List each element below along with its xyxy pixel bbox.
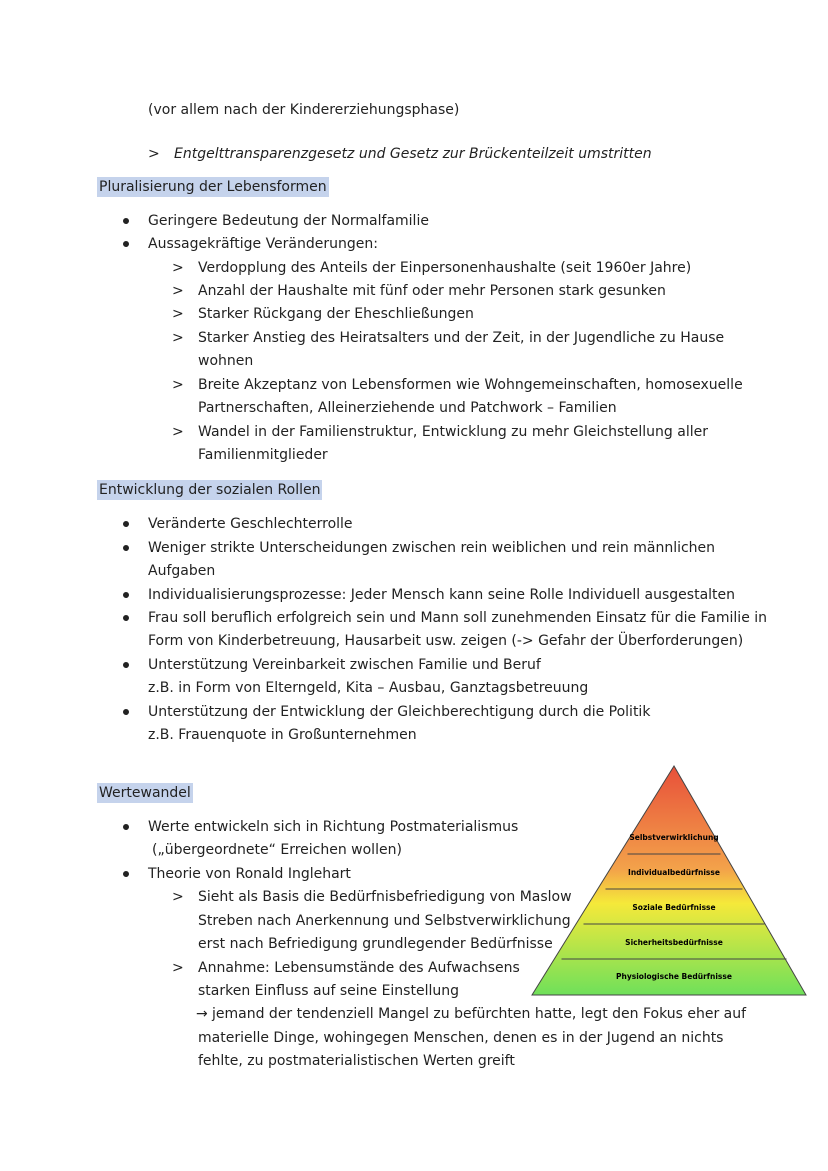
bullet-icon	[123, 615, 129, 621]
sub-list-item-cont: Streben nach Anerkennung und Selbstverwirklichung	[198, 913, 571, 929]
sub-list-item: Verdopplung des Anteils der Einpersonenhaushalte (seit 1960er Jahre)	[198, 260, 692, 276]
sub-list-item-cont: jemand der tendenziell Mangel zu befürchten hatte, legt den Fokus eher auf	[212, 1006, 747, 1022]
list-item: Theorie von Ronald Inglehart	[148, 866, 351, 882]
list-item-cont: z.B. in Form von Elterngeld, Kita – Ausbau, Ganztagsbetreuung	[148, 680, 589, 696]
bullet-icon	[123, 218, 129, 224]
bullet-icon	[123, 521, 129, 527]
list-item: Veränderte Geschlechterrolle	[148, 516, 353, 532]
sub-arrow-icon: >	[148, 146, 160, 162]
bullet-icon	[123, 824, 129, 830]
pyramid-shape	[532, 766, 806, 995]
bullet-icon	[123, 709, 129, 715]
list-item-cont: Aufgaben	[148, 563, 216, 579]
sub-arrow-icon: >	[172, 283, 184, 299]
bullet-icon	[123, 871, 129, 877]
list-item-cont: („übergeordnete“ Erreichen wollen)	[152, 842, 402, 858]
list-item: Individualisierungsprozesse: Jeder Mensch kann seine Rolle Individuell ausgestalten	[148, 587, 736, 603]
sub-list-item: Anzahl der Haushalte mit fünf oder mehr Personen stark gesunken	[198, 283, 666, 299]
bullet-icon	[123, 662, 129, 668]
bullet-icon	[123, 545, 129, 551]
list-item: Frau soll beruflich erfolgreich sein und Mann soll zunehmenden Einsatz für die Familie in	[148, 610, 768, 626]
sub-list-item-cont: wohnen	[198, 353, 254, 369]
section-heading-wertewandel: Wertewandel	[99, 785, 191, 801]
sub-list-item: Breite Akzeptanz von Lebensformen wie Wohngemeinschaften, homosexuelle	[198, 377, 743, 393]
list-item: Geringere Bedeutung der Normalfamilie	[148, 213, 429, 229]
sub-arrow-icon: >	[172, 260, 184, 276]
list-item: Unterstützung der Entwicklung der Gleichberechtigung durch die Politik	[148, 704, 651, 720]
pyramid-level-label: Individualbedürfnisse	[628, 868, 720, 877]
sub-arrow-icon: >	[172, 424, 184, 440]
section-heading-pluralisierung: Pluralisierung der Lebensformen	[99, 179, 327, 195]
sub-arrow-icon: >	[172, 330, 184, 346]
pyramid-level-label: Selbstverwirklichung	[629, 833, 719, 842]
list-item: Unterstützung Vereinbarkeit zwischen Familie und Beruf	[148, 657, 541, 673]
intro-line: (vor allem nach der Kindererziehungsphase)	[148, 102, 460, 118]
list-item-cont: Form von Kinderbetreuung, Hausarbeit usw. zeigen (-> Gefahr der Überforderungen)	[148, 633, 744, 649]
sub-list-item-cont: materielle Dinge, wohingegen Menschen, denen es in der Jugend an nichts	[198, 1030, 724, 1046]
sub-list-item-cont: Familienmitglieder	[198, 447, 328, 463]
maslow-pyramid	[528, 762, 810, 998]
sub-list-item-cont: erst nach Befriedigung grundlegender Bedürfnisse	[198, 936, 553, 952]
bullet-icon	[123, 592, 129, 598]
sub-list-item-cont: starken Einfluss auf seine Einstellung	[198, 983, 459, 999]
list-item: Weniger strikte Unterscheidungen zwischen rein weiblichen und rein männlichen	[148, 540, 716, 556]
sub-arrow-icon: >	[172, 306, 184, 322]
pyramid-level-label: Physiologische Bedürfnisse	[616, 972, 732, 981]
list-item: Aussagekräftige Veränderungen:	[148, 236, 378, 252]
section-heading-soziale-rollen: Entwicklung der sozialen Rollen	[99, 482, 321, 498]
list-item: Werte entwickeln sich in Richtung Postmaterialismus	[148, 819, 519, 835]
sub-list-item: Starker Rückgang der Eheschließungen	[198, 306, 474, 322]
list-item-cont: z.B. Frauenquote in Großunternehmen	[148, 727, 417, 743]
sub-list-item: Sieht als Basis die Bedürfnisbefriedigung von Maslow	[198, 889, 572, 905]
intro-arrow-item: Entgelttransparenzgesetz und Gesetz zur Brückenteilzeit umstritten	[174, 146, 652, 162]
sub-list-item: Wandel in der Familienstruktur, Entwicklung zu mehr Gleichstellung aller	[198, 424, 708, 440]
sub-arrow-icon: >	[172, 377, 184, 393]
result-arrow-icon: →	[196, 1006, 208, 1022]
sub-list-item: Starker Anstieg des Heiratsalters und der Zeit, in der Jugendliche zu Hause	[198, 330, 725, 346]
sub-arrow-icon: >	[172, 960, 184, 976]
bullet-icon	[123, 241, 129, 247]
sub-list-item: Annahme: Lebensumstände des Aufwachsens	[198, 960, 520, 976]
sub-list-item-cont: Partnerschaften, Alleinerziehende und Patchwork – Familien	[198, 400, 617, 416]
sub-arrow-icon: >	[172, 889, 184, 905]
sub-list-item-cont: fehlte, zu postmaterialistischen Werten greift	[198, 1053, 515, 1069]
pyramid-level-label: Soziale Bedürfnisse	[632, 903, 716, 912]
pyramid-level-label: Sicherheitsbedürfnisse	[625, 938, 723, 947]
